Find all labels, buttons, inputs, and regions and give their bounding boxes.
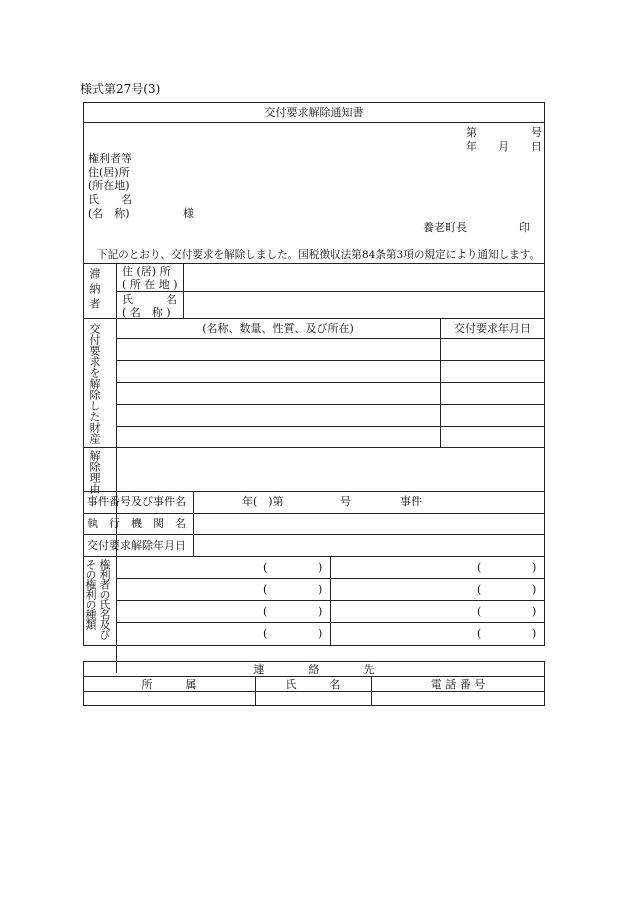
name-label: 氏 名 (88, 193, 132, 206)
contact-name: 氏 名 (285, 678, 341, 691)
paren-open: ( (263, 561, 268, 574)
date-month: 月 (498, 140, 509, 153)
case-label: 事件番号及び事件名 (87, 495, 186, 508)
paren-open: ( (477, 561, 482, 574)
number-prefix: 第 (466, 126, 477, 139)
paren-open: ( (263, 627, 268, 640)
contact-phone: 電 話 番 号 (430, 678, 486, 691)
date-day: 日 (531, 140, 542, 153)
release-date-label: 交付要求解除年月日 (87, 539, 186, 552)
paren-open: ( (263, 605, 268, 618)
delinquent-name-top: 氏 名 (122, 293, 177, 306)
paren-close: ) (318, 627, 323, 640)
paren-close: ) (532, 627, 537, 640)
name-alt-label: (名 称) (88, 207, 130, 220)
paren-close: ) (532, 561, 537, 574)
contact-affiliation: 所 属 (141, 678, 197, 691)
property-col2-header: 交付要求年月日 (454, 322, 531, 335)
paren-open: ( (263, 583, 268, 596)
notice-form (83, 102, 545, 646)
date-year: 年 (466, 140, 477, 153)
paren-close: ) (532, 605, 537, 618)
case-jiken: 事件 (400, 495, 422, 508)
delinquent-address-bottom: ( 所 在 地 ) (122, 278, 178, 291)
case-go: 号 (340, 495, 351, 508)
honorific: 様 (183, 207, 194, 220)
rights-holder-label: 権利者等 (88, 152, 132, 165)
issuer: 養老町長 (423, 221, 467, 234)
delinquent-address-top: 住 (居) 所 (122, 265, 171, 278)
agency-label: 執 行 機 関 名 (87, 517, 186, 530)
paren-close: ) (318, 583, 323, 596)
property-label: 交付要求を解除した財産 (88, 323, 101, 444)
form-title: 交付要求解除通知書 (264, 106, 364, 119)
seal-mark: 印 (519, 221, 530, 234)
intro-text: 下記のとおり、交付要求を解除しました。国税徴収法第84条第3項の規定により通知します。 (97, 249, 541, 261)
rights-holders-col1: 権利者の氏名及び (98, 559, 111, 639)
delinquent-label: 滞納者 (88, 268, 101, 313)
contact-title: 連 絡 先 (253, 663, 375, 676)
address-alt-label: (所在地) (88, 179, 130, 192)
form-number: 様式第27号(3) (80, 82, 161, 96)
paren-open: ( (477, 627, 482, 640)
paren-close: ) (318, 561, 323, 574)
paren-close: ) (318, 605, 323, 618)
paren-open: ( (477, 605, 482, 618)
delinquent-name-bottom: ( 名 称 ) (122, 306, 171, 319)
reason-label: 解除理由 (88, 450, 101, 494)
address-label: 住(居)所 (88, 166, 130, 179)
paren-open: ( (477, 583, 482, 596)
paren-close: ) (532, 583, 537, 596)
case-year: 年( )第 (242, 495, 284, 508)
number-suffix: 号 (531, 126, 542, 139)
rights-holders-col2: その権利の種類 (84, 559, 97, 629)
property-col1-header: (名称、数量、性質、及び所在) (202, 322, 354, 335)
